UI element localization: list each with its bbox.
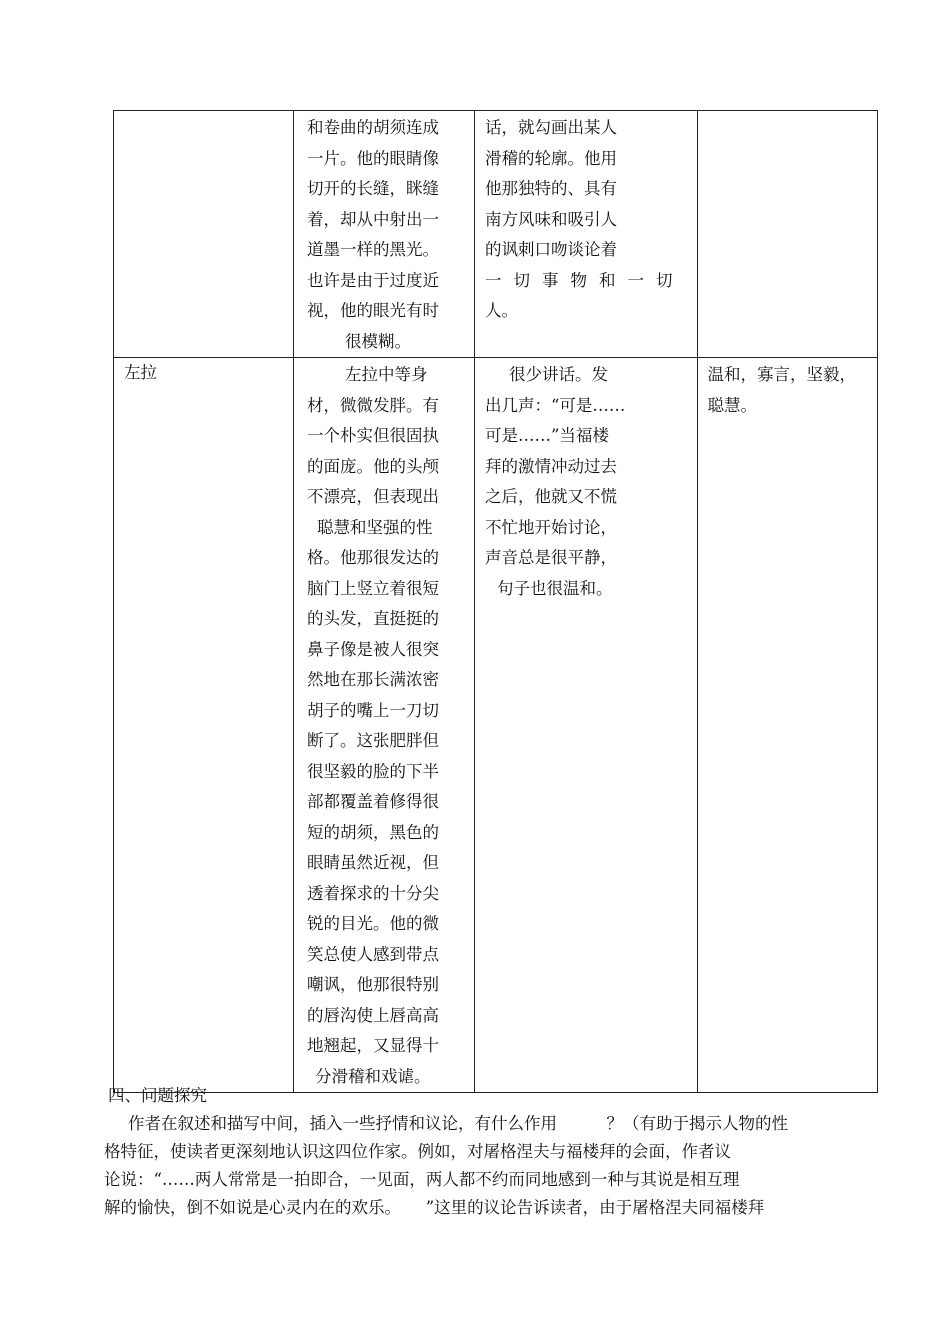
text-line: 锐的目光。他的微 [307,914,439,933]
text-line: 句子也很温和。 [497,578,613,598]
text-line: 笑总使人感到带点 [307,944,439,964]
table-cell-appearance [294,111,475,358]
table-row [114,111,878,358]
cell-text [294,111,474,357]
text-line: 聪慧和坚强的性 [317,517,433,537]
table-cell-speech [475,358,698,1093]
text-line: 道墨一样的黑光。 [307,240,439,259]
text-line: 一个朴实但很固执 [307,426,439,445]
cell-text [294,358,474,1092]
text-line: 的面庞。他的头颅 [307,456,439,476]
text-line: 他那独特的、具有 [485,179,617,198]
text-line: 脑门上竖立着很短 [307,578,439,598]
text-line: 滑稽的轮廓。他用 [485,148,617,168]
section-heading: 四、问题探究 [108,1086,207,1105]
text-line: 之后，他就又不慌 [485,487,617,506]
text-line: 拜的激情冲动过去 [485,456,617,476]
text-line: 的头发，直挺挺的 [307,609,439,628]
text-line: 南方风味和吸引人 [485,209,617,229]
cell-text [698,358,877,421]
table-row [114,358,878,1093]
text-line: 格。他那很发达的 [307,548,439,567]
text-line: 短的胡须，黑色的 [307,822,439,842]
text-line: 视，他的眼光有时 [307,301,439,320]
text-line: 左拉中等身 [345,365,428,384]
text-line: 切开的长缝，眯缝 [307,179,439,198]
text-line: 可是……”当福楼 [485,426,609,445]
cell-text [698,111,877,113]
text-line: 嘲讽，他那很特别 [307,975,439,994]
text-line: 很少讲话。发 [509,365,608,384]
table-cell-name [114,111,294,358]
text-line: 然地在那长满浓密 [307,670,439,689]
text-line: 论说：“……两人常常是一拍即合，一见面，两人都不约而同地感到一种与其说是相互理 [104,1170,740,1189]
text-line: 着，却从中射出一 [307,209,439,229]
table-cell-speech [475,111,698,358]
text-line: 鼻子像是被人很突 [307,639,439,659]
text-line: 也许是由于过度近 [307,270,439,290]
text-line: 聪慧。 [707,395,757,415]
text-line: 很坚毅的脸的下半 [307,761,439,781]
text-line: 的唇沟使上唇高高 [307,1005,439,1025]
text-line: 眼睛虽然近视，但 [307,853,439,872]
table-cell-traits [697,358,877,1093]
character-table [113,110,878,1093]
text-line: 出几声：“可是…… [485,395,626,415]
cell-text [475,358,697,604]
text-line: 一切事物和一切 [485,270,685,290]
text-line: 声音总是很平静， [485,548,617,567]
text-line: 断了。这张肥胖但 [307,731,439,750]
text-line: 透着探求的十分尖 [307,883,439,903]
text-line: 分滑稽和戏谑。 [315,1066,431,1086]
text-line: 不忙地开始讨论， [485,517,617,537]
text-line: 很模糊。 [345,331,411,351]
text-line: 和卷曲的胡须连成 [307,118,439,137]
text-line: 不漂亮，但表现出 [307,487,439,506]
text-line: 人。 [485,301,518,320]
text-line: 话，就勾画出某人 [485,118,617,137]
text-line: 材，微微发胖。有 [307,395,439,415]
text-line: 解的愉快，倒不如说是心灵内在的欢乐。 ”这里的议论告诉读者，由于屠格涅夫同福楼拜 [104,1198,765,1217]
text-line: 一片。他的眼睛像 [307,148,439,168]
table-cell-name [114,358,294,1093]
text-line: 地翘起，又显得十 [307,1036,439,1055]
table-cell-traits [697,111,877,358]
text-line: 作者在叙述和描写中间，插入一些抒情和议论，有什么作用 ？（有助于揭示人物的性 [128,1114,788,1133]
table-cell-appearance [294,358,475,1093]
text-line: 温和，寡言，坚毅， [707,365,856,384]
text-line: 胡子的嘴上一刀切 [307,700,439,720]
text-line: 的讽刺口吻谈论着 [485,240,617,259]
body-paragraph [104,1110,839,1222]
text-line: 格特征，使读者更深刻地认识这四位作家。例如，对屠格涅夫与福楼拜的会面，作者议 [104,1142,731,1161]
cell-text: 左拉 [124,363,157,382]
text-line: 部都覆盖着修得很 [307,792,439,811]
cell-text [475,111,697,327]
